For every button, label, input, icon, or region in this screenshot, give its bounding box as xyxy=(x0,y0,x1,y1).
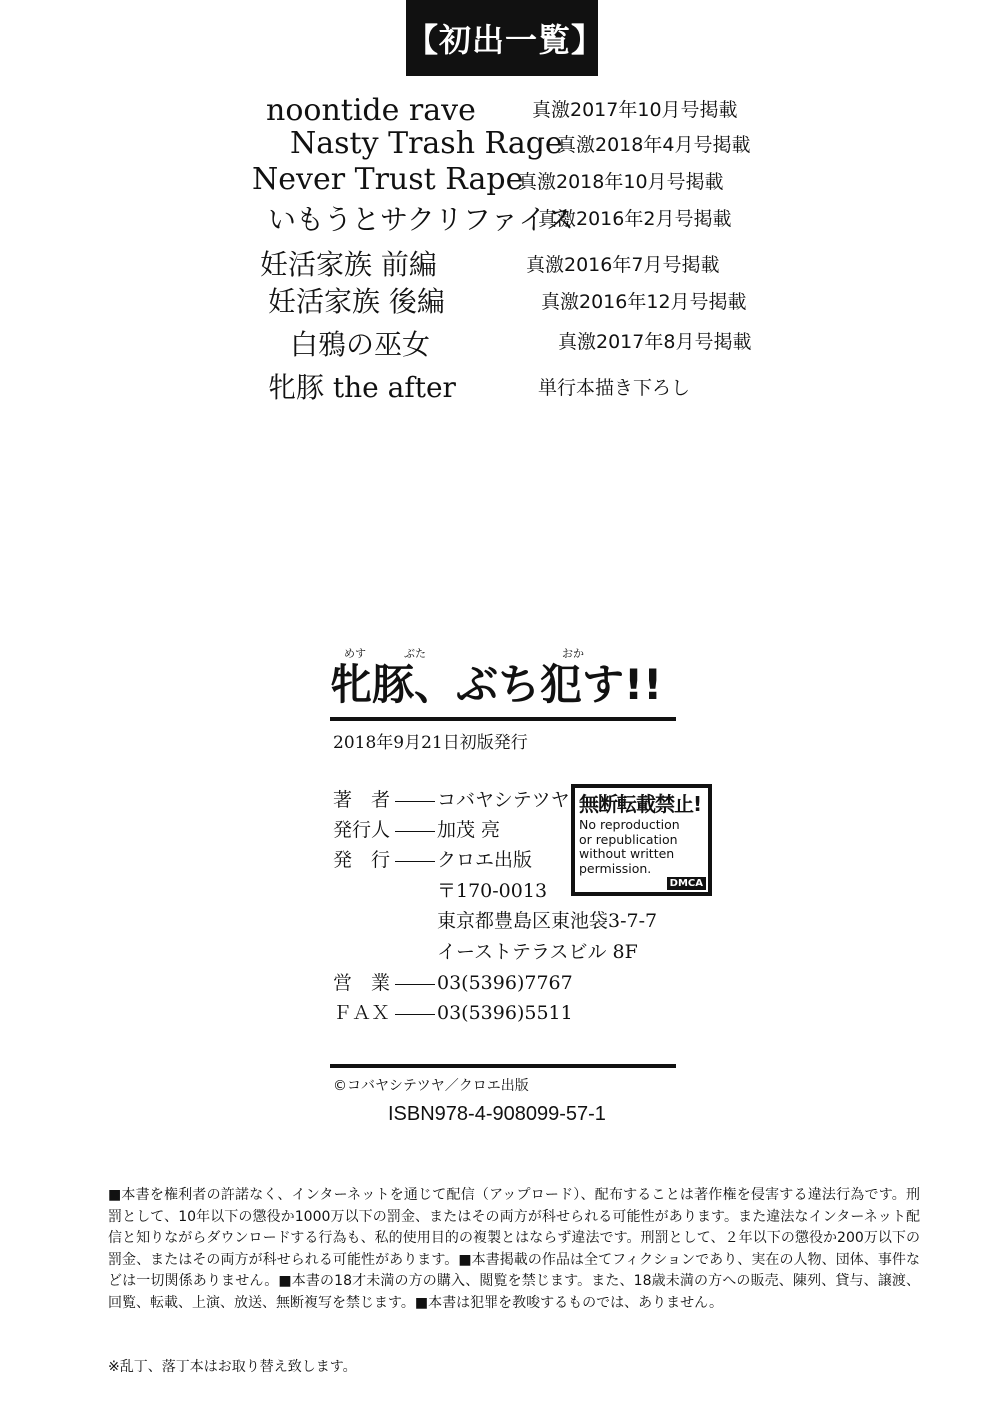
row-label: 著 者 xyxy=(333,789,391,811)
stamp-en-line: without written xyxy=(579,846,675,861)
work-source: 真激2017年10月号掲載 xyxy=(532,99,738,121)
colophon-row xyxy=(333,816,500,844)
title-ruby: ぶた xyxy=(404,647,426,660)
row-value: 03(5396)5511 xyxy=(437,1002,573,1024)
work-source: 真激2018年4月号掲載 xyxy=(557,134,751,156)
isbn: ISBN978-4-908099-57-1 xyxy=(388,1103,606,1125)
publish-date: 2018年9月21日初版発行 xyxy=(333,733,528,753)
dash-rule xyxy=(395,801,435,802)
title-rule xyxy=(330,717,676,721)
dash-rule xyxy=(395,984,435,985)
colophon-row xyxy=(333,999,573,1027)
row-value: クロエ出版 xyxy=(437,849,533,871)
work-title: Never Trust Rape xyxy=(252,162,524,197)
row-label: ＦＡＸ xyxy=(333,1002,391,1024)
work-source: 単行本描き下ろし xyxy=(538,377,691,399)
address: 東京都豊島区東池袋3-7-7 xyxy=(437,910,658,932)
row-value: 03(5396)7767 xyxy=(437,972,573,994)
legal-notice: ■本書を権利者の許諾なく、インターネットを通じて配信（アップロード）、配布することは著作権を侵害する違法行為です。刑罰として、10年以下の懲役か1000万以下の罰金、またはその両方が科せられる可能性があります。また違法なインターネット配信と知りながらダウンロードする行為も、私的使用目的の複製とはならず違法です。刑罰として、２年以下の懲役か200万以下の罰金、またはその両方が科せられる可能性があります。■本書掲載の作品は全てフィクションであり、実在の人物、団体、事件などは一切関係ありません。■本書の18才未満の方の購入、閲覧を禁じます。また、18歳未満の方への販売、陳列、貸与、譲渡、回覧、転載、上演、放送、無断複写を禁じます。■本書は犯罪を教唆するものでは、ありません。 xyxy=(108,1187,920,1311)
stamp-en-line: or republication xyxy=(579,831,678,847)
title-ruby: おか xyxy=(562,647,584,660)
book-title: 牝豚、ぶち犯す!! xyxy=(330,660,663,709)
work-title: Nasty Trash Rage xyxy=(290,126,563,161)
work-source: 真激2016年7月号掲載 xyxy=(526,254,720,276)
row-value: コバヤシテツヤ xyxy=(437,789,570,811)
stamp-jp-text: 無断転載禁止! xyxy=(579,792,702,816)
colophon-row xyxy=(333,846,532,874)
row-label: 営 業 xyxy=(333,972,391,994)
replacement-note: ※乱丁、落丁本はお取り替え致します。 xyxy=(108,1359,357,1375)
work-title: 白鴉の巫女 xyxy=(290,328,431,361)
work-title: いもうとサクリファイス xyxy=(268,203,575,236)
work-source: 真激2016年2月号掲載 xyxy=(538,208,732,230)
work-title: noontide rave xyxy=(266,93,476,128)
no-reproduction-stamp xyxy=(571,784,712,896)
row-value: 加茂 亮 xyxy=(437,819,501,841)
postal-code: 〒170-0013 xyxy=(437,880,548,902)
stamp-en-line: permission. xyxy=(579,860,652,876)
building: イーストテラスビル 8F xyxy=(437,941,638,963)
row-label: 発 行 xyxy=(333,849,391,871)
work-source: 真激2016年12月号掲載 xyxy=(541,291,747,313)
stamp-en-line: No reproduction xyxy=(579,817,680,832)
row-label: 発行人 xyxy=(333,819,391,841)
work-source: 真激2018年10月号掲載 xyxy=(518,171,724,193)
dash-rule xyxy=(395,1014,435,1015)
colophon-row xyxy=(333,969,573,997)
work-title: 妊活家族 後編 xyxy=(268,285,445,318)
copyright: ©コバヤシテツヤ／クロエ出版 xyxy=(333,1078,529,1094)
dash-rule xyxy=(395,831,435,832)
title-ruby: めす xyxy=(344,647,366,660)
colophon-row xyxy=(333,786,570,814)
dmca-badge: DMCA xyxy=(667,877,706,890)
first-appearance-heading: 【初出一覧】 xyxy=(406,0,598,76)
dash-rule xyxy=(395,861,435,862)
work-title: 妊活家族 前編 xyxy=(260,248,437,281)
colophon-rule xyxy=(330,1064,676,1068)
work-source: 真激2017年8月号掲載 xyxy=(558,331,752,353)
work-title: 牝豚 the after xyxy=(268,371,456,404)
